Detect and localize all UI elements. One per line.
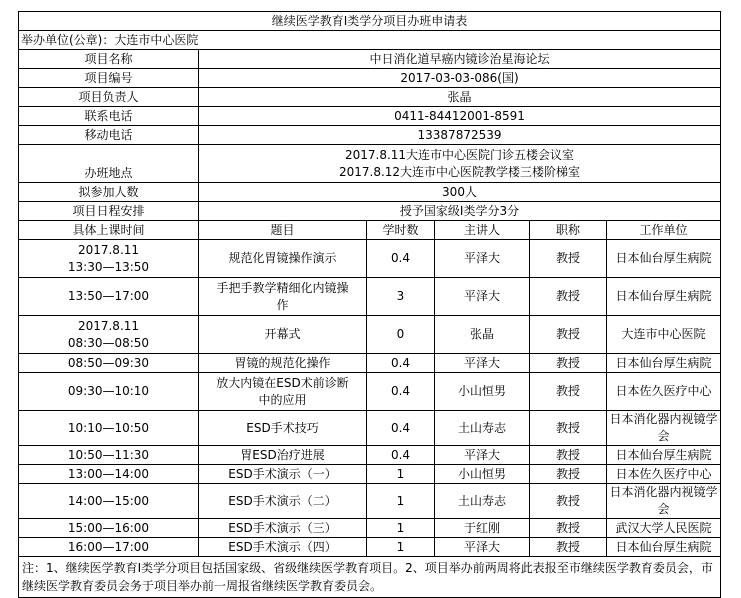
topic-line-1: 手把手教学精细化内镜操 [216, 280, 349, 295]
hours-cell: 1 [367, 519, 435, 538]
table-row [19, 316, 721, 354]
project-name-label: 项目名称 [19, 50, 199, 69]
hours-cell: 3 [367, 278, 435, 316]
table-row [19, 240, 721, 278]
leader-label: 项目负责人 [19, 88, 199, 107]
time-cell [19, 278, 199, 316]
topic-cell [199, 278, 367, 316]
time-range: 13:50—17:00 [67, 289, 150, 303]
speaker-cell: 平泽大 [435, 538, 530, 557]
hours-cell: 1 [367, 465, 435, 484]
mobile-value: 13387872539 [199, 126, 721, 145]
topic-line-1: ESD手术技巧 [246, 420, 319, 435]
time-range: 08:30—08:50 [67, 335, 150, 350]
hours-cell: 0.4 [367, 446, 435, 465]
time-cell [19, 446, 199, 465]
speaker-cell: 平泽大 [435, 446, 530, 465]
title-cell: 教授 [530, 519, 607, 538]
title-cell: 教授 [530, 538, 607, 557]
time-cell [19, 519, 199, 538]
project-no-value: 2017-03-03-086(国) [199, 69, 721, 88]
hours-cell: 1 [367, 538, 435, 557]
col-header-topic: 题目 [199, 221, 367, 240]
time-range: 15:00—16:00 [67, 520, 150, 535]
time-range: 14:00—15:00 [67, 493, 150, 508]
project-name-value: 中日消化道早癌内镜诊治星海论坛 [199, 50, 721, 69]
topic-line-1: ESD手术演示（二） [228, 493, 337, 508]
phone-label: 联系电话 [19, 107, 199, 126]
title-cell: 教授 [530, 465, 607, 484]
time-cell [19, 316, 199, 354]
time-cell [19, 465, 199, 484]
title-cell: 教授 [530, 240, 607, 278]
hours-cell: 0.4 [367, 373, 435, 411]
topic-cell [199, 373, 367, 411]
form-title: 继续医学教育I类学分项目办班申请表 [19, 12, 721, 31]
speaker-cell: 土山寿志 [435, 411, 530, 446]
unit-cell: 大连市中心医院 [607, 316, 721, 354]
organizer-line: 举办单位(公章)：大连市中心医院 [19, 31, 721, 50]
unit-cell: 日本佐久医疗中心 [607, 373, 721, 411]
title-cell: 教授 [530, 484, 607, 519]
topic-line-1: ESD手术演示（三） [228, 520, 337, 535]
attendees-label: 拟参加人数 [19, 183, 199, 202]
time-range: 09:30—10:10 [67, 384, 150, 398]
venue-value [199, 145, 721, 183]
time-range: 16:00—17:00 [67, 539, 150, 554]
hours-cell: 1 [367, 484, 435, 519]
table-row [19, 278, 721, 316]
unit-cell: 日本仙台厚生病院 [607, 446, 721, 465]
time-range: 10:10—10:50 [67, 420, 150, 435]
speaker-cell: 平泽大 [435, 240, 530, 278]
title-cell: 教授 [530, 316, 607, 354]
application-form [18, 11, 720, 598]
time-range: 10:50—11:30 [67, 447, 150, 462]
title-cell: 教授 [530, 354, 607, 373]
topic-line-1: 规范化胃镜操作演示 [228, 251, 337, 265]
table-row [19, 446, 721, 465]
form-table [18, 11, 721, 598]
time-date: 2017.8.11 [77, 242, 140, 257]
topic-line-1: 胃镜的规范化操作 [234, 355, 331, 370]
time-date: 2017.8.11 [77, 318, 140, 333]
unit-cell: 日本仙台厚生病院 [607, 240, 721, 278]
title-cell: 教授 [530, 373, 607, 411]
topic-line-1: ESD手术演示（一） [228, 466, 337, 481]
title-cell: 教授 [530, 278, 607, 316]
phone-value: 0411-84412001-8591 [199, 107, 721, 126]
column-header-row [19, 221, 721, 240]
topic-cell [199, 354, 367, 373]
speaker-cell: 小山恒男 [435, 465, 530, 484]
unit-cell: 日本仙台厚生病院 [607, 354, 721, 373]
title-cell: 教授 [530, 446, 607, 465]
table-row [19, 538, 721, 557]
hours-cell: 0.4 [367, 240, 435, 278]
venue-label: 办班地点 [19, 145, 199, 183]
hours-cell: 0.4 [367, 354, 435, 373]
topic-cell [199, 316, 367, 354]
time-cell [19, 354, 199, 373]
unit-cell: 日本消化器内视镜学会 [607, 484, 721, 519]
unit-cell: 武汉大学人民医院 [607, 519, 721, 538]
topic-line-1: 胃ESD治疗进展 [240, 447, 325, 462]
unit-cell: 日本消化器内视镜学会 [607, 411, 721, 446]
topic-line-2: 作 [276, 297, 289, 312]
unit-cell: 日本仙台厚生病院 [607, 278, 721, 316]
topic-line-2: 中的应用 [258, 392, 307, 407]
topic-line-1: 放大内镜在ESD术前诊断 [216, 375, 349, 390]
topic-cell [199, 519, 367, 538]
speaker-cell: 张晶 [435, 316, 530, 354]
time-range: 13:30—13:50 [67, 259, 150, 274]
col-header-hours: 学时数 [367, 221, 435, 240]
hours-cell: 0 [367, 316, 435, 354]
table-row [19, 354, 721, 373]
unit-cell: 日本仙台厚生病院 [607, 538, 721, 557]
time-cell [19, 538, 199, 557]
col-header-title: 职称 [530, 221, 607, 240]
speaker-cell: 土山寿志 [435, 484, 530, 519]
project-no-label: 项目编号 [19, 69, 199, 88]
topic-cell [199, 446, 367, 465]
table-row [19, 465, 721, 484]
table-row [19, 373, 721, 411]
topic-cell [199, 465, 367, 484]
speaker-cell: 小山恒男 [435, 373, 530, 411]
attendees-value: 300人 [199, 183, 721, 202]
topic-cell [199, 484, 367, 519]
topic-cell [199, 411, 367, 446]
topic-line-1: ESD手术演示（四） [228, 539, 337, 554]
speaker-cell: 于红刚 [435, 519, 530, 538]
unit-cell: 日本佐久医疗中心 [607, 465, 721, 484]
venue-line-1: 2017.8.11大连市中心医院门诊五楼会议室 [344, 147, 575, 162]
time-range: 13:00—14:00 [67, 466, 150, 481]
footnote: 注：1、继续医学教育Ⅰ类学分项目包括国家级、省级继续医学教育项目。2、项目举办前两周将此表报至市继续医学教育委员会，市继续医学教育委员会务于项目举办前一周报省继续医学教育委员会。 [19, 557, 721, 598]
table-row [19, 519, 721, 538]
hours-cell: 0.4 [367, 411, 435, 446]
time-range: 08:50—09:30 [67, 355, 150, 370]
col-header-speaker: 主讲人 [435, 221, 530, 240]
table-row [19, 484, 721, 519]
time-cell [19, 484, 199, 519]
time-cell [19, 373, 199, 411]
topic-cell [199, 538, 367, 557]
schedule-value: 授予国家级I类学分3分 [199, 202, 721, 221]
leader-value: 张晶 [199, 88, 721, 107]
speaker-cell: 平泽大 [435, 278, 530, 316]
col-header-time: 具体上课时间 [19, 221, 199, 240]
topic-line-1: 开幕式 [264, 327, 301, 341]
table-row [19, 411, 721, 446]
col-header-unit: 工作单位 [607, 221, 721, 240]
topic-cell [199, 240, 367, 278]
mobile-label: 移动电话 [19, 126, 199, 145]
schedule-label: 项目日程安排 [19, 202, 199, 221]
title-cell: 教授 [530, 411, 607, 446]
venue-line-2: 2017.8.12大连市中心医院教学楼三楼阶梯室 [338, 164, 581, 179]
time-cell [19, 411, 199, 446]
speaker-cell: 平泽大 [435, 354, 530, 373]
time-cell [19, 240, 199, 278]
